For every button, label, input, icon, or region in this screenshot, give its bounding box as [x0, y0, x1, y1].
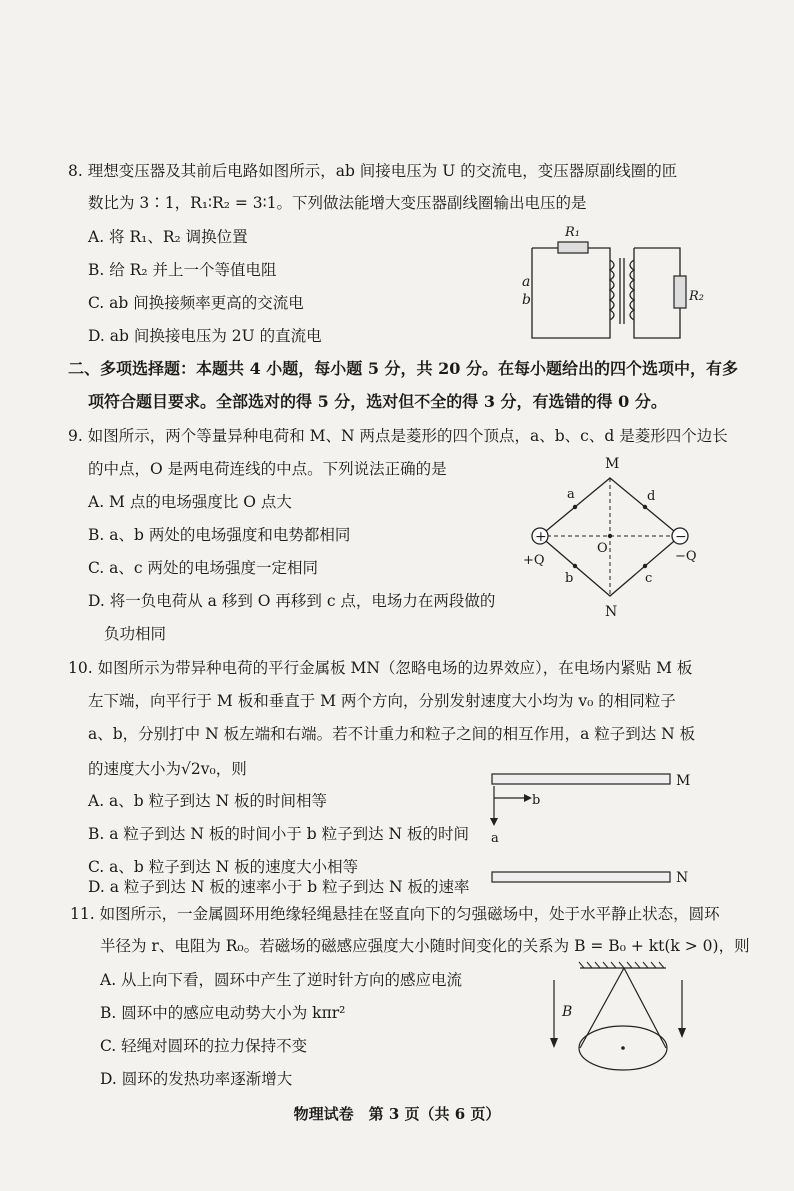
q8-stem-line2: 数比为 3∶1，R₁∶R₂ = 3∶1。下列做法能增大变压器副线圈输出电压的是 [88, 194, 587, 212]
plus-sign: + [535, 529, 547, 545]
plate-m [492, 774, 670, 784]
label-b: b [532, 793, 541, 808]
label-m: M [605, 456, 620, 472]
q10-stem-line1: 10. 如图所示为带异种电荷的平行金属板 MN（忽略电场的边界效应），在电场内紧贴 M 板 [68, 659, 693, 677]
label-plus-q: +Q [523, 553, 545, 568]
q11-stem-line1: 11. 如图所示，一金属圆环用绝缘轻绳悬挂在竖直向下的匀强磁场中，处于水平静止状态，圆环 [70, 905, 720, 923]
q9-option-c: C. a、c 两处的电场强度一定相同 [88, 559, 319, 577]
section2-heading-line1: 二、多项选择题：本题共 4 小题，每小题 5 分，共 20 分。在每小题给出的四个选项中，有多 [68, 359, 738, 378]
parallel-plates-figure [488, 768, 698, 888]
q8-option-d: D. ab 间换接电压为 2U 的直流电 [88, 327, 322, 345]
q9-stem-line1: 9. 如图所示，两个等量异种电荷和 M、N 两点是菱形的四个顶点，a、b、c、d 是菱形四个边长 [68, 427, 728, 445]
suspended-ring-figure [548, 960, 698, 1080]
q10-option-d: D. a 粒子到达 N 板的速率小于 b 粒子到达 N 板的速率 [88, 878, 470, 896]
q10-option-b: B. a 粒子到达 N 板的时间小于 b 粒子到达 N 板的时间 [88, 825, 470, 843]
label-c: c [645, 571, 653, 586]
label-n: N [676, 870, 689, 886]
q9-option-b: B. a、b 两处的电场强度和电势都相同 [88, 526, 351, 544]
q10-stem-line4: 的速度大小为√2v₀，则 [88, 760, 247, 778]
page-footer: 物理试卷 第 3 页（共 6 页） [293, 1105, 501, 1123]
resistor-r1 [558, 242, 588, 253]
label-minus-q: −Q [675, 549, 697, 564]
label-b: b [522, 292, 531, 308]
q10-option-a: A. a、b 粒子到达 N 板的时间相等 [88, 792, 328, 810]
label-a: a [522, 274, 531, 290]
q11-option-b: B. 圆环中的感应电动势大小为 kπr² [100, 1004, 346, 1022]
label-a: a [567, 487, 575, 502]
section2-heading-line2: 项符合题目要求。全部选对的得 5 分，选对但不全的得 3 分，有选错的得 0 分。 [88, 392, 667, 411]
plate-n [492, 872, 670, 882]
label-m: M [676, 773, 691, 789]
resistor-r2 [674, 276, 686, 308]
q9-option-d: D. 将一负电荷从 a 移到 O 再移到 c 点，电场力在两段做的 [88, 592, 496, 610]
q10-option-c: C. a、b 粒子到达 N 板的速度大小相等 [88, 858, 359, 876]
q11-option-d: D. 圆环的发热功率逐渐增大 [100, 1070, 293, 1088]
label-r1: R₁ [565, 225, 580, 240]
label-o: O [597, 541, 608, 556]
rhombus-charges-figure [515, 448, 705, 628]
q8-option-b: B. 给 R₂ 并上一个等值电阻 [88, 261, 277, 279]
label-a: a [491, 831, 499, 846]
label-b: b [565, 571, 574, 586]
q8-option-a: A. 将 R₁、R₂ 调换位置 [88, 228, 248, 246]
q8-stem-line1: 8. 理想变压器及其前后电路如图所示，ab 间接电压为 U 的交流电，变压器原副线圈的匝 [68, 162, 678, 180]
q9-stem-line2: 的中点，O 是两电荷连线的中点。下列说法正确的是 [88, 460, 447, 478]
label-d: d [647, 489, 656, 504]
q10-stem-line2: 左下端，向平行于 M 板和垂直于 M 两个方向，分别发射速度大小均为 v₀ 的相同粒子 [88, 692, 676, 710]
q9-option-d-continued: 负功相同 [104, 625, 167, 643]
q9-option-a: A. M 点的电场强度比 O 点大 [88, 493, 292, 511]
label-r2: R₂ [689, 289, 704, 304]
q11-option-a: A. 从上向下看，圆环中产生了逆时针方向的感应电流 [100, 971, 463, 989]
q10-stem-line3: a、b，分别打中 N 板左端和右端。若不计重力和粒子之间的相互作用，a 粒子到达 N 板 [88, 725, 696, 743]
primary-coil [610, 260, 614, 320]
transformer-circuit-figure [510, 220, 704, 345]
minus-sign: − [675, 529, 687, 545]
q8-option-c: C. ab 间换接频率更高的交流电 [88, 294, 304, 312]
q11-stem-line2: 半径为 r、电阻为 R₀。若磁场的磁感应强度大小随时间变化的关系为 B = B₀ + kt(k > 0)，则 [100, 937, 750, 955]
label-b-field: B [562, 1004, 573, 1020]
label-n: N [605, 604, 618, 620]
q11-option-c: C. 轻绳对圆环的拉力保持不变 [100, 1037, 308, 1055]
